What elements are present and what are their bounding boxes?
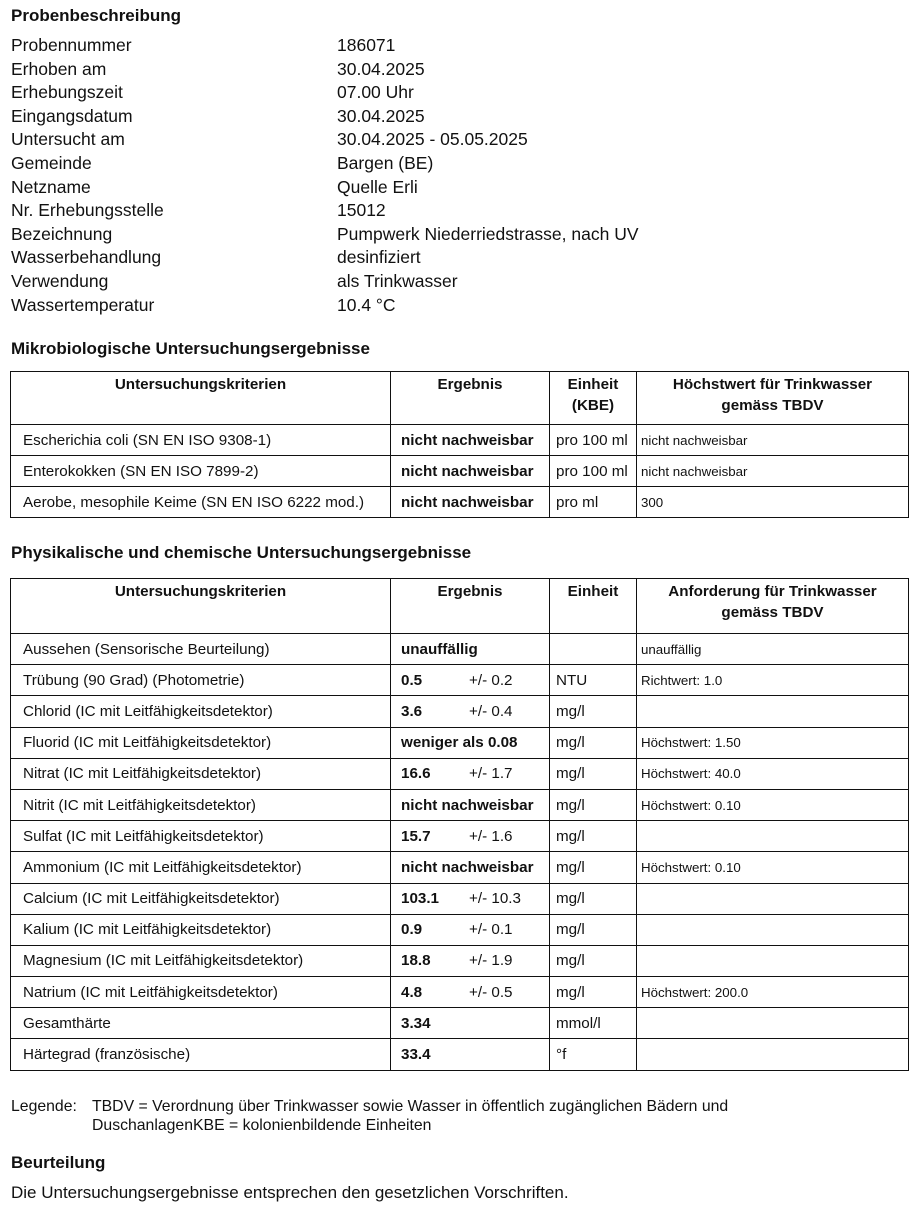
assessment-text: Die Untersuchungsergebnisse entsprechen den gesetzlichen Vorschriften. bbox=[11, 1183, 569, 1202]
chem-result-uncertainty: +/- 0.4 bbox=[469, 702, 513, 720]
chem-result-cell bbox=[391, 914, 550, 945]
sample-description-title: Probenbeschreibung bbox=[11, 6, 182, 25]
micro-header-limit-line2: gemäss TBDV bbox=[721, 397, 824, 414]
chem-result-value: nicht nachweisbar bbox=[401, 858, 534, 876]
chem-criteria-cell: Härtegrad (französische) bbox=[11, 1039, 391, 1070]
sample-field-row bbox=[11, 200, 731, 224]
chem-result-cell bbox=[391, 789, 550, 820]
legend-label: Legende: bbox=[11, 1098, 77, 1115]
chem-requirement-cell: Höchstwert: 0.10 bbox=[637, 789, 909, 820]
chem-result-cell bbox=[391, 758, 550, 789]
legend-line2: DuschanlagenKBE = kolonienbildende Einheiten bbox=[92, 1117, 432, 1134]
sample-field-label: Wasserbehandlung bbox=[11, 247, 162, 268]
chem-result-value: 16.6 bbox=[401, 765, 431, 783]
micro-table-row bbox=[11, 487, 909, 518]
chem-criteria-cell: Sulfat (IC mit Leitfähigkeitsdetektor) bbox=[11, 821, 391, 852]
micro-header-limit-line1: Höchstwert für Trinkwasser bbox=[672, 376, 873, 393]
chem-result-value: 4.8 bbox=[401, 983, 423, 1001]
sample-field-label: Probennummer bbox=[11, 35, 132, 55]
chem-unit-cell: mg/l bbox=[550, 789, 637, 820]
chem-requirement-cell bbox=[637, 1039, 909, 1070]
chem-header-result: Ergebnis bbox=[391, 579, 550, 634]
chem-requirement-cell: Höchstwert: 1.50 bbox=[637, 727, 909, 758]
chem-header-requirement bbox=[637, 579, 909, 634]
chem-result-cell bbox=[391, 1039, 550, 1070]
sample-field-label: Eingangsdatum bbox=[11, 105, 133, 126]
micro-criteria-cell: Aerobe, mesophile Keime (SN EN ISO 6222 mod.) bbox=[11, 487, 391, 518]
micro-header-unit bbox=[550, 372, 637, 425]
chem-table-row bbox=[11, 914, 909, 945]
sample-field-label: Erhebungszeit bbox=[11, 82, 123, 103]
sample-field-label: Gemeinde bbox=[11, 152, 92, 173]
sample-field-value: 30.04.2025 bbox=[337, 105, 425, 126]
legend-text bbox=[92, 1097, 832, 1135]
chem-result-cell bbox=[391, 665, 550, 696]
micro-header-result: Ergebnis bbox=[391, 372, 550, 425]
sample-field-label: Bezeichnung bbox=[11, 223, 113, 244]
chem-results-table bbox=[10, 578, 909, 1071]
sample-field-row bbox=[11, 129, 731, 153]
chem-result-uncertainty: +/- 10.3 bbox=[469, 890, 521, 908]
chem-table-row bbox=[11, 977, 909, 1008]
chem-criteria-cell: Calcium (IC mit Leitfähigkeitsdetektor) bbox=[11, 883, 391, 914]
micro-criteria-cell: Enterokokken (SN EN ISO 7899-2) bbox=[11, 456, 391, 487]
chem-requirement-cell: Höchstwert: 0.10 bbox=[637, 852, 909, 883]
micro-unit-cell: pro 100 ml bbox=[550, 425, 637, 456]
sample-field-row bbox=[11, 106, 731, 130]
chem-requirement-cell bbox=[637, 696, 909, 727]
chem-result-uncertainty: +/- 1.7 bbox=[469, 765, 513, 783]
chem-criteria-cell: Aussehen (Sensorische Beurteilung) bbox=[11, 634, 391, 665]
sample-field-value: 186071 bbox=[337, 35, 396, 55]
chem-result-cell bbox=[391, 883, 550, 914]
chem-result-value: nicht nachweisbar bbox=[401, 796, 534, 814]
chem-result-uncertainty: +/- 1.6 bbox=[469, 827, 513, 845]
micro-criteria-cell: Escherichia coli (SN EN ISO 9308-1) bbox=[11, 425, 391, 456]
chem-criteria-cell: Trübung (90 Grad) (Photometrie) bbox=[11, 665, 391, 696]
chem-table-row bbox=[11, 1039, 909, 1070]
chem-result-value: 0.5 bbox=[401, 671, 423, 689]
sample-field-row bbox=[11, 59, 731, 83]
micro-limit-cell: 300 bbox=[637, 487, 909, 518]
chem-result-cell bbox=[391, 977, 550, 1008]
chem-criteria-cell: Kalium (IC mit Leitfähigkeitsdetektor) bbox=[11, 914, 391, 945]
chem-result-uncertainty: +/- 0.5 bbox=[469, 983, 513, 1001]
micro-header-limit bbox=[637, 372, 909, 425]
sample-field-value: 10.4 °C bbox=[337, 294, 396, 315]
sample-field-value: 15012 bbox=[337, 200, 386, 221]
chem-requirement-cell bbox=[637, 1008, 909, 1039]
chem-criteria-cell: Chlorid (IC mit Leitfähigkeitsdetektor) bbox=[11, 696, 391, 727]
chem-result-cell bbox=[391, 852, 550, 883]
sample-field-row bbox=[11, 271, 731, 295]
chem-result-cell bbox=[391, 727, 550, 758]
chem-header-unit: Einheit bbox=[550, 579, 637, 634]
chem-unit-cell: mg/l bbox=[550, 852, 637, 883]
chem-header-req-line2: gemäss TBDV bbox=[721, 604, 824, 621]
sample-field-row bbox=[11, 153, 731, 177]
chem-header-row bbox=[11, 579, 909, 634]
chem-unit-cell: mg/l bbox=[550, 727, 637, 758]
sample-field-label: Verwendung bbox=[11, 270, 109, 291]
chem-unit-cell: °f bbox=[550, 1039, 637, 1070]
sample-field-row bbox=[11, 295, 731, 319]
chem-table-row bbox=[11, 758, 909, 789]
chem-result-cell bbox=[391, 634, 550, 665]
chem-unit-cell: mg/l bbox=[550, 883, 637, 914]
chem-criteria-cell: Nitrat (IC mit Leitfähigkeitsdetektor) bbox=[11, 758, 391, 789]
sample-field-label: Wassertemperatur bbox=[11, 294, 155, 315]
chem-table-row bbox=[11, 634, 909, 665]
sample-field-row bbox=[11, 82, 731, 106]
micro-unit-cell: pro 100 ml bbox=[550, 456, 637, 487]
chem-criteria-cell: Fluorid (IC mit Leitfähigkeitsdetektor) bbox=[11, 727, 391, 758]
chem-header-req-line1: Anforderung für Trinkwasser bbox=[668, 583, 877, 600]
micro-header-row bbox=[11, 372, 909, 425]
micro-header-criteria: Untersuchungskriterien bbox=[11, 372, 391, 425]
sample-field-row bbox=[11, 177, 731, 201]
chem-unit-cell: mg/l bbox=[550, 758, 637, 789]
chem-result-cell bbox=[391, 945, 550, 976]
chem-unit-cell: NTU bbox=[550, 665, 637, 696]
chem-criteria-cell: Gesamthärte bbox=[11, 1008, 391, 1039]
sample-field-value: desinfiziert bbox=[337, 247, 421, 268]
micro-limit-cell: nicht nachweisbar bbox=[637, 425, 909, 456]
chem-result-value: 0.9 bbox=[401, 921, 423, 939]
sample-description-list bbox=[11, 35, 731, 318]
assessment-title: Beurteilung bbox=[11, 1153, 106, 1172]
chem-table-row bbox=[11, 789, 909, 820]
chem-requirement-cell bbox=[637, 945, 909, 976]
sample-field-label: Netzname bbox=[11, 176, 91, 197]
chem-criteria-cell: Natrium (IC mit Leitfähigkeitsdetektor) bbox=[11, 977, 391, 1008]
chem-table-row bbox=[11, 945, 909, 976]
chem-header-criteria: Untersuchungskriterien bbox=[11, 579, 391, 634]
sample-field-row bbox=[11, 247, 731, 271]
sample-field-value: Bargen (BE) bbox=[337, 152, 434, 173]
chem-requirement-cell: Höchstwert: 200.0 bbox=[637, 977, 909, 1008]
sample-field-row bbox=[11, 35, 731, 59]
chem-table-row bbox=[11, 852, 909, 883]
chem-result-uncertainty: +/- 0.2 bbox=[469, 671, 513, 689]
sample-field-value: 30.04.2025 bbox=[337, 58, 425, 79]
chem-result-value: 33.4 bbox=[401, 1046, 431, 1064]
sample-field-label: Nr. Erhebungsstelle bbox=[11, 200, 164, 221]
chem-result-value: 18.8 bbox=[401, 952, 431, 970]
chem-table-row bbox=[11, 1008, 909, 1039]
chem-unit-cell: mg/l bbox=[550, 945, 637, 976]
chem-table-row bbox=[11, 883, 909, 914]
chem-criteria-cell: Nitrit (IC mit Leitfähigkeitsdetektor) bbox=[11, 789, 391, 820]
micro-result-cell: nicht nachweisbar bbox=[391, 487, 550, 518]
chem-result-uncertainty: +/- 0.1 bbox=[469, 921, 513, 939]
sample-field-value: Pumpwerk Niederriedstrasse, nach UV bbox=[337, 223, 639, 244]
chem-criteria-cell: Ammonium (IC mit Leitfähigkeitsdetektor) bbox=[11, 852, 391, 883]
chem-requirement-cell bbox=[637, 883, 909, 914]
chem-requirement-cell bbox=[637, 914, 909, 945]
chem-result-uncertainty: +/- 1.9 bbox=[469, 952, 513, 970]
chem-table-row bbox=[11, 821, 909, 852]
chem-unit-cell bbox=[550, 634, 637, 665]
chem-result-value: 3.34 bbox=[401, 1014, 431, 1032]
chem-criteria-cell: Magnesium (IC mit Leitfähigkeitsdetektor) bbox=[11, 945, 391, 976]
chem-requirement-cell: Richtwert: 1.0 bbox=[637, 665, 909, 696]
chem-unit-cell: mg/l bbox=[550, 821, 637, 852]
chem-table-row bbox=[11, 696, 909, 727]
micro-limit-cell: nicht nachweisbar bbox=[637, 456, 909, 487]
chem-table-row bbox=[11, 665, 909, 696]
legend-line1: TBDV = Verordnung über Trinkwasser sowie Wasser in öffentlich zugänglichen Bädern und bbox=[92, 1098, 729, 1115]
chem-result-value: weniger als 0.08 bbox=[401, 734, 518, 752]
micro-table-row bbox=[11, 425, 909, 456]
chem-result-value: unauffällig bbox=[401, 640, 478, 658]
micro-result-cell: nicht nachweisbar bbox=[391, 456, 550, 487]
chem-requirement-cell: unauffällig bbox=[637, 634, 909, 665]
sample-field-label: Erhoben am bbox=[11, 58, 107, 79]
micro-result-cell: nicht nachweisbar bbox=[391, 425, 550, 456]
micro-results-table bbox=[10, 371, 909, 518]
sample-field-value: als Trinkwasser bbox=[337, 270, 458, 291]
chem-unit-cell: mg/l bbox=[550, 696, 637, 727]
chem-requirement-cell: Höchstwert: 40.0 bbox=[637, 758, 909, 789]
chem-requirement-cell bbox=[637, 821, 909, 852]
chem-table-row bbox=[11, 727, 909, 758]
chem-results-title: Physikalische und chemische Untersuchungsergebnisse bbox=[11, 543, 472, 562]
chem-result-value: 15.7 bbox=[401, 827, 431, 845]
chem-result-cell bbox=[391, 821, 550, 852]
chem-result-value: 3.6 bbox=[401, 702, 423, 720]
micro-table-row bbox=[11, 456, 909, 487]
chem-result-value: 103.1 bbox=[401, 890, 440, 908]
micro-header-unit-line1: Einheit bbox=[567, 376, 619, 393]
sample-field-row bbox=[11, 224, 731, 248]
sample-field-label: Untersucht am bbox=[11, 129, 125, 150]
sample-field-value: Quelle Erli bbox=[337, 176, 418, 197]
sample-field-value: 07.00 Uhr bbox=[337, 82, 414, 103]
chem-result-cell bbox=[391, 696, 550, 727]
micro-unit-cell: pro ml bbox=[550, 487, 637, 518]
chem-result-cell bbox=[391, 1008, 550, 1039]
sample-field-value: 30.04.2025 - 05.05.2025 bbox=[337, 129, 528, 150]
micro-header-unit-line2: (KBE) bbox=[571, 397, 615, 414]
chem-unit-cell: mmol/l bbox=[550, 1008, 637, 1039]
chem-unit-cell: mg/l bbox=[550, 914, 637, 945]
micro-results-title: Mikrobiologische Untersuchungsergebnisse bbox=[11, 339, 370, 358]
chem-unit-cell: mg/l bbox=[550, 977, 637, 1008]
